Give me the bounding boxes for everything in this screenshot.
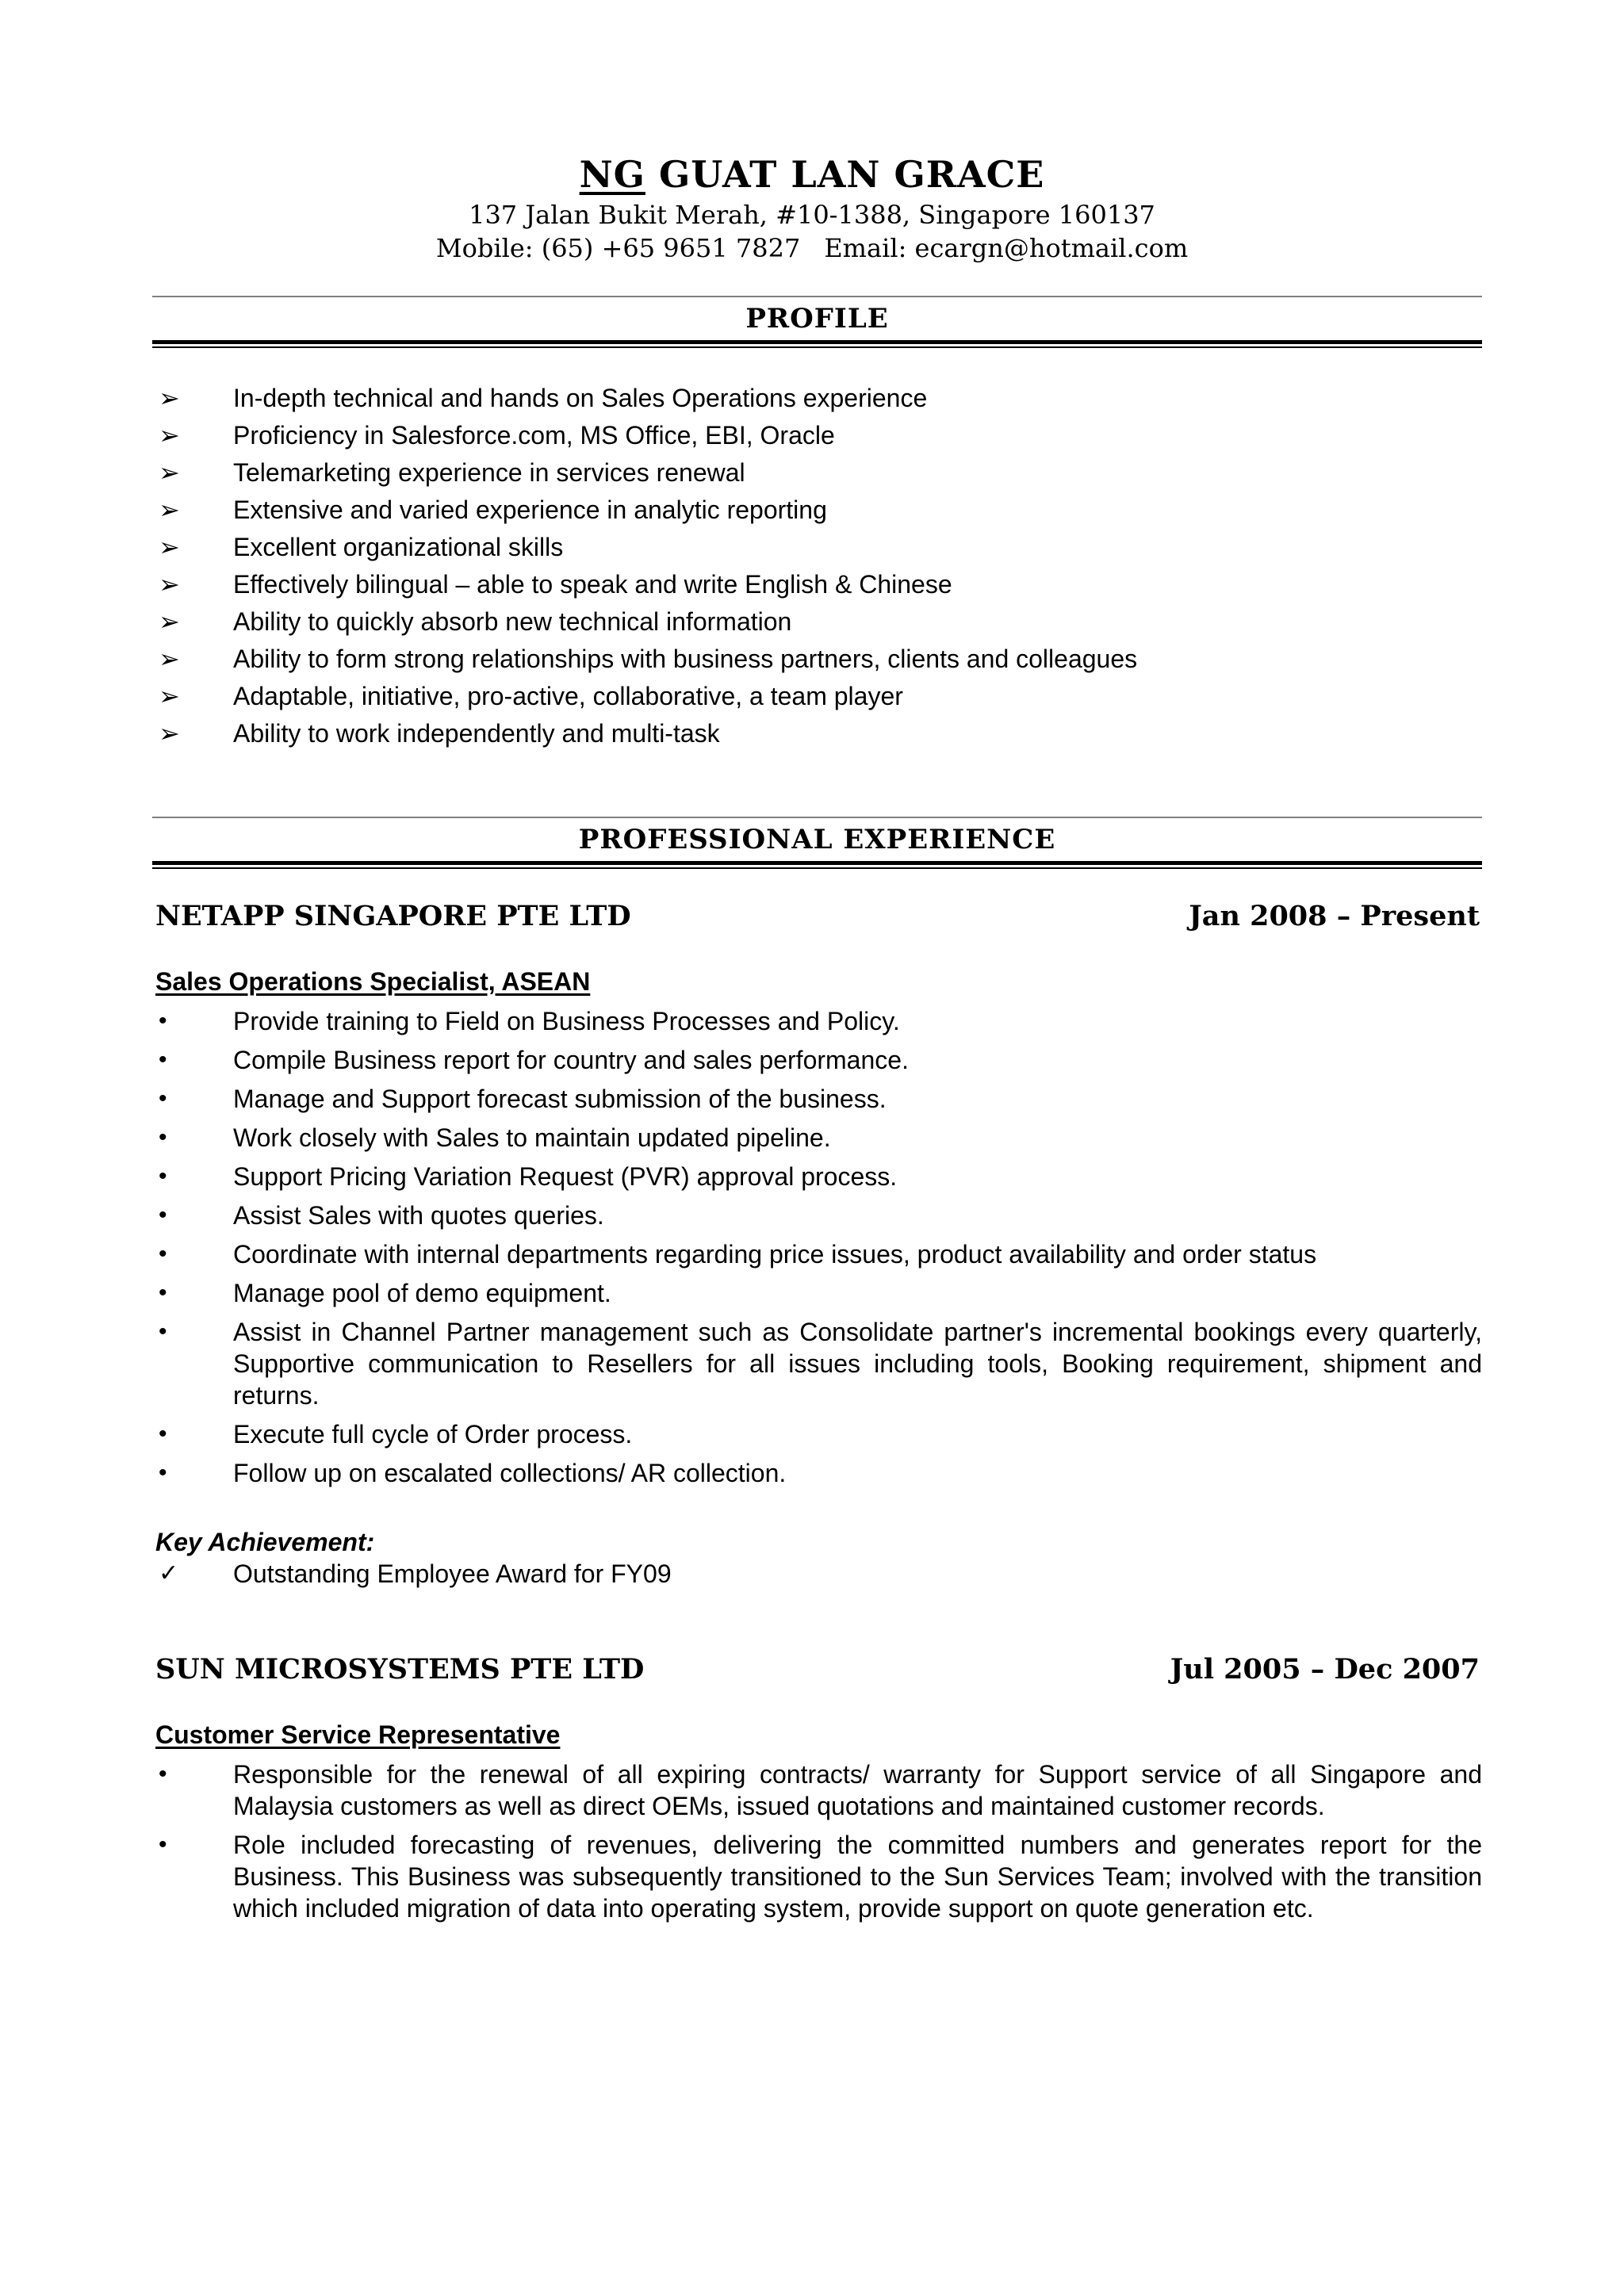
divider: [152, 861, 1482, 865]
job-title: Customer Service Representative: [155, 1720, 561, 1749]
list-item: • Compile Business report for country and sales performance.: [159, 1046, 909, 1074]
bullet-icon: •: [159, 1421, 167, 1447]
profile-section-heading: [152, 296, 1482, 348]
arrowhead-bullet-icon: ➢: [159, 533, 180, 561]
list-item: • Responsible for the renewal of all expiring contracts/ warranty for Support service of all Singapore and Malaysia customers as well as direct OEMs, issued quotations and maintained customer records.: [159, 1760, 1482, 1820]
candidate-name: [0, 151, 1624, 198]
list-item: ➢ Excellent organizational skills: [159, 533, 564, 561]
list-item: • Manage and Support forecast submission of the business.: [159, 1085, 887, 1113]
job-duties-list: [152, 1758, 1482, 1931]
contact-line: [0, 232, 1624, 265]
arrowhead-bullet-icon: ➢: [159, 421, 180, 450]
list-item: • Role included forecasting of revenues, delivering the committed numbers and generates report for the Business. This Business was subsequently transitioned to the Sun Services Team; involved with the transition which included migration of data into operating system, provide support on quote generation etc.: [159, 1831, 1482, 1923]
list-item: • Execute full cycle of Order process.: [159, 1420, 633, 1448]
email: Email: ecargn@hotmail.com: [824, 233, 1189, 263]
list-item: • Assist in Channel Partner management such as Consolidate partner's incremental bookings every quarterly, Supportive communication to Resellers for all issues including tools, Booking requirement, shipment and returns.: [159, 1318, 1482, 1410]
list-item: ➢ Ability to form strong relationships with business partners, clients and colleagues: [159, 645, 1138, 673]
list-item: • Coordinate with internal departments regarding price issues, product availability and order status: [159, 1240, 1317, 1269]
job-duties-list: [152, 1005, 1482, 1496]
list-item: ➢ Ability to quickly absorb new technical information: [159, 607, 792, 636]
section-title: PROFILE: [745, 303, 889, 335]
arrowhead-bullet-icon: ➢: [159, 719, 180, 748]
employment-dates: Jan 2008 – Present: [1189, 900, 1480, 932]
arrowhead-bullet-icon: ➢: [159, 458, 180, 487]
list-item: ➢ In-depth technical and hands on Sales Operations experience: [159, 384, 928, 412]
list-item: • Follow up on escalated collections/ AR collection.: [159, 1459, 787, 1487]
arrowhead-bullet-icon: ➢: [159, 645, 180, 673]
list-item: ➢ Extensive and varied experience in analytic reporting: [159, 496, 827, 524]
bullet-icon: •: [159, 1163, 167, 1189]
list-item: • Support Pricing Variation Request (PVR) approval process.: [159, 1162, 898, 1191]
bullet-icon: •: [159, 1008, 167, 1034]
bullet-icon: •: [159, 1318, 167, 1345]
bullet-icon: •: [159, 1202, 167, 1228]
company-line: [155, 898, 1480, 935]
list-item: ➢ Effectively bilingual – able to speak and write English & Chinese: [159, 570, 952, 599]
list-item: ✓ Outstanding Employee Award for FY09: [159, 1559, 672, 1588]
resume-header: [0, 151, 1624, 265]
job-title: Sales Operations Specialist, ASEAN: [155, 967, 591, 996]
company-line: [155, 1651, 1480, 1688]
section-title: PROFESSIONAL EXPERIENCE: [578, 824, 1056, 855]
arrowhead-bullet-icon: ➢: [159, 682, 180, 710]
checkmark-icon: ✓: [159, 1560, 179, 1586]
bullet-icon: •: [159, 1241, 167, 1267]
divider: [152, 867, 1482, 869]
company-name: SUN MICROSYSTEMS PTE LTD: [155, 1653, 645, 1686]
key-achievement-label: Key Achievement:: [155, 1528, 375, 1556]
bullet-icon: •: [159, 1831, 167, 1858]
name-underlined-part: NG: [579, 153, 645, 196]
company-name: NETAPP SINGAPORE PTE LTD: [155, 900, 631, 932]
list-item: ➢ Adaptable, initiative, pro-active, collaborative, a team player: [159, 682, 903, 710]
bullet-icon: •: [159, 1124, 167, 1150]
list-item: • Provide training to Field on Business Processes and Policy.: [159, 1007, 900, 1035]
arrowhead-bullet-icon: ➢: [159, 570, 180, 599]
arrowhead-bullet-icon: ➢: [159, 384, 180, 412]
list-item: • Work closely with Sales to maintain updated pipeline.: [159, 1123, 831, 1152]
list-item: • Assist Sales with quotes queries.: [159, 1201, 604, 1230]
list-item: • Manage pool of demo equipment.: [159, 1279, 611, 1307]
achievements-list: [152, 1558, 1482, 1597]
divider: [152, 340, 1482, 344]
divider: [152, 346, 1482, 348]
bullet-icon: •: [159, 1460, 167, 1486]
list-item: ➢ Ability to work independently and multi-task: [159, 719, 720, 748]
mobile: Mobile: (65) +65 9651 7827: [435, 233, 801, 263]
address: 137 Jalan Bukit Merah, #10-1388, Singapore 160137: [469, 200, 1155, 230]
bullet-icon: •: [159, 1047, 167, 1073]
bullet-icon: •: [159, 1761, 167, 1787]
name-rest: GUAT LAN GRACE: [645, 153, 1045, 196]
experience-section-heading: [152, 817, 1482, 869]
employment-dates: Jul 2005 – Dec 2007: [1170, 1653, 1480, 1686]
arrowhead-bullet-icon: ➢: [159, 496, 180, 524]
profile-list: [152, 382, 1482, 755]
bullet-icon: •: [159, 1085, 167, 1112]
list-item: ➢ Telemarketing experience in services renewal: [159, 458, 745, 487]
arrowhead-bullet-icon: ➢: [159, 607, 180, 636]
bullet-icon: •: [159, 1280, 167, 1306]
list-item: ➢ Proficiency in Salesforce.com, MS Office, EBI, Oracle: [159, 421, 835, 450]
